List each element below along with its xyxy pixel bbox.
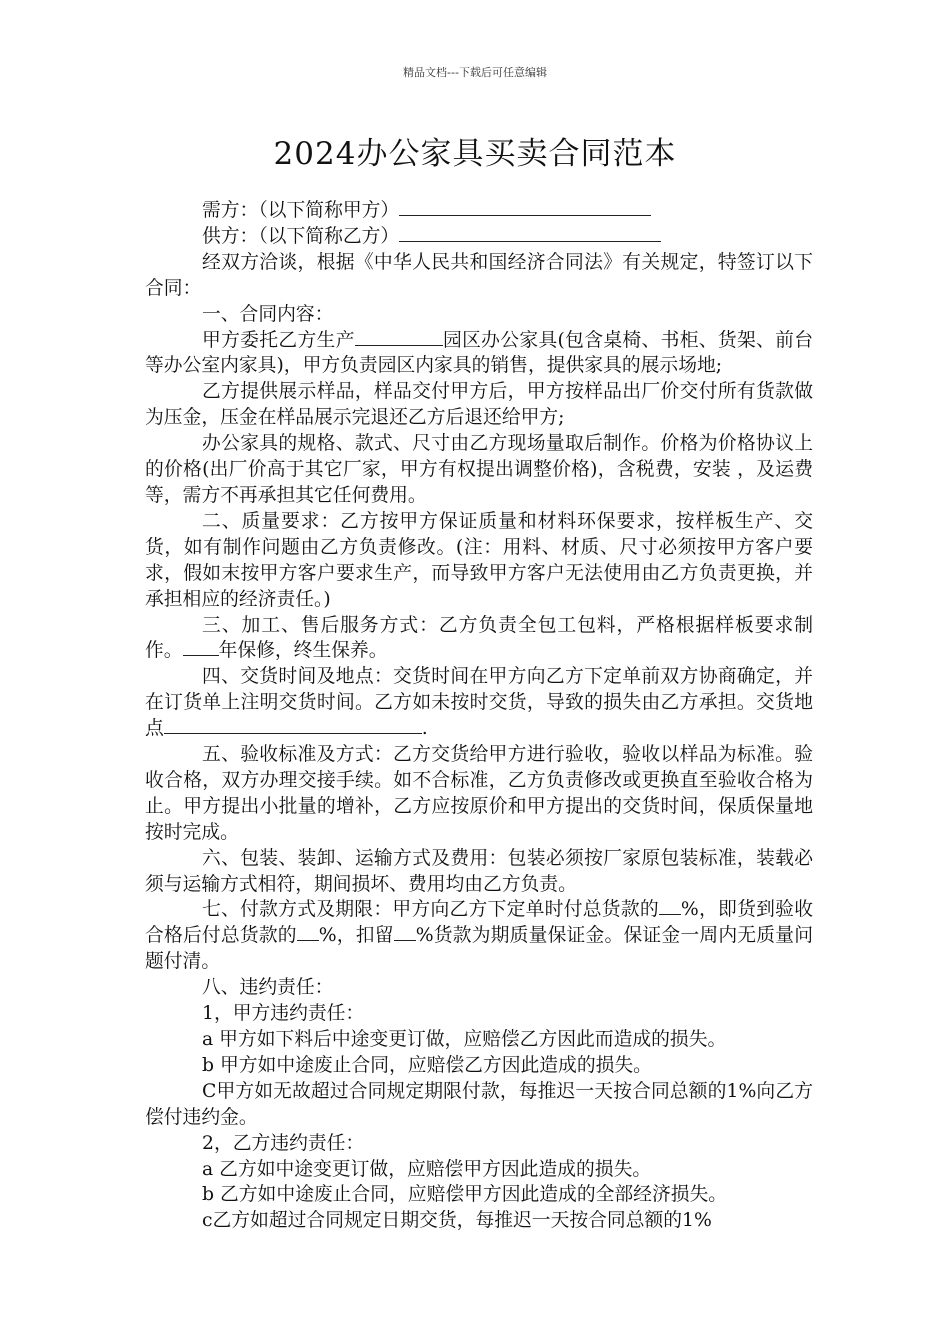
- page-title: 2024办公家具买卖合同范本: [273, 136, 677, 172]
- s7-text-a: 七、付款方式及期限：甲方向乙方下定单时付总货款的: [202, 899, 659, 921]
- s1-text-a: 甲方委托乙方生产: [202, 329, 355, 351]
- warranty-years-blank: [183, 638, 219, 656]
- s3-text-a: 三、加工、售后服务方式：乙方负责全包工包料，严格根据样板要求制作。: [145, 614, 813, 662]
- section-1-paragraph-1: [145, 328, 813, 380]
- section-2-paragraph: 二、质量要求：乙方按甲方保证质量和材料环保要求，按样板生产、交货，如有制作问题由乙方负责修改。(注：用料、材质、尺寸必须按甲方客户要求，假如末按甲方客户要求生产，而导致甲方客户无法使用由乙方负责更换，并承担相应的经济责任。): [145, 510, 813, 610]
- s4-text-b: .: [421, 718, 428, 740]
- seller-label: 供方：（以下简称乙方）: [202, 225, 400, 247]
- party-b-liability-a: a 乙方如中途变更订做，应赔偿甲方因此造成的损失。: [202, 1158, 652, 1180]
- section-5-paragraph: 五、验收标准及方式：乙方交货给甲方进行验收，验收以样品为标准。验收合格，双方办理交接手续。如不合标准，乙方负责修改或更换直至验收合格为止。甲方提出小批量的增补，乙方应按原价和甲方提出的交货时间，保质保量地按时完成。: [145, 744, 813, 843]
- s7-text-d: %货款为期质量保证金。保证金一周内无质量问题付清。: [145, 925, 813, 973]
- seller-line: [145, 224, 813, 250]
- section-1-heading: 一、合同内容：: [202, 303, 334, 325]
- party-b-liability-b: b 乙方如中途废止合同，应赔偿甲方因此造成的全部经济损失。: [202, 1184, 728, 1206]
- buyer-label: 需方：（以下简称甲方）: [202, 200, 400, 221]
- s7-text-c: %，扣留: [318, 925, 394, 947]
- contract-body: [145, 198, 813, 1234]
- party-a-liability-a: a 甲方如下料后中途变更订做，应赔偿乙方因此而造成的损失。: [202, 1029, 727, 1050]
- s1-text-b: 园区办公家具(包含桌椅、书柜、货架、前台等办公室内家具)，甲方负责园区内家具的销售，提供家具的展示场地;: [145, 329, 814, 377]
- section-3-paragraph: [145, 613, 813, 665]
- seller-blank: [399, 224, 661, 242]
- party-b-liability-c: c乙方如超过合同规定日期交货，每推迟一天按合同总额的1%: [202, 1210, 712, 1232]
- page-header: 精品文档---下载后可任意编辑: [403, 66, 547, 79]
- section-6-paragraph: 六、包装、装卸、运输方式及费用：包装必须按厂家原包装标准，装载必须与运输方式相符，期间损坏、费用均由乙方负责。: [145, 847, 813, 895]
- s4-text-a: 四、交货时间及地点：交货时间在甲方向乙方下定单前双方协商确定，并在订货单上注明交货时间。乙方如未按时交货，导致的损失由乙方承担。交货地点: [145, 666, 813, 740]
- section-8-heading: 八、违约责任：: [202, 977, 334, 999]
- section-7-paragraph: [145, 897, 813, 975]
- buyer-line: [145, 198, 813, 224]
- party-a-liability-heading: 1，甲方违约责任：: [202, 1003, 365, 1025]
- section-1-paragraph-3: 办公家具的规格、款式、尺寸由乙方现场量取后制作。价格为价格协议上的价格(出厂价高于其它厂家，甲方有权提出调整价格)，含税费，安装 ，及运费等，需方不再承担其它任何费用。: [145, 433, 813, 506]
- acceptance-percent-blank: [297, 923, 319, 941]
- retention-percent-blank: [394, 923, 416, 941]
- s7-text-b: %，即货到验收合格后付总货款的: [145, 899, 813, 947]
- deposit-percent-blank: [659, 897, 681, 915]
- party-a-liability-c: C甲方如无故超过合同规定期限付款，每推迟一天按合同总额的1%向乙方偿付违约金。: [145, 1080, 813, 1128]
- s3-text-b: 年保修，终生保养。: [218, 640, 388, 662]
- intro-paragraph: 经双方洽谈，根据《中华人民共和国经济合同法》有关规定，特签订以下合同：: [145, 251, 813, 299]
- buyer-blank: [399, 198, 651, 216]
- delivery-place-blank: [164, 716, 422, 734]
- party-b-liability-heading: 2，乙方违约责任：: [202, 1132, 365, 1154]
- section-4-paragraph: [145, 664, 813, 742]
- park-blank: [355, 328, 443, 346]
- party-a-liability-b: b 甲方如中途废止合同，应赔偿乙方因此造成的损失。: [202, 1054, 652, 1076]
- section-1-paragraph-2: 乙方提供展示样品，样品交付甲方后，甲方按样品出厂价交付所有货款做为压金，压金在样品展示完退还乙方后退还给甲方;: [145, 381, 813, 429]
